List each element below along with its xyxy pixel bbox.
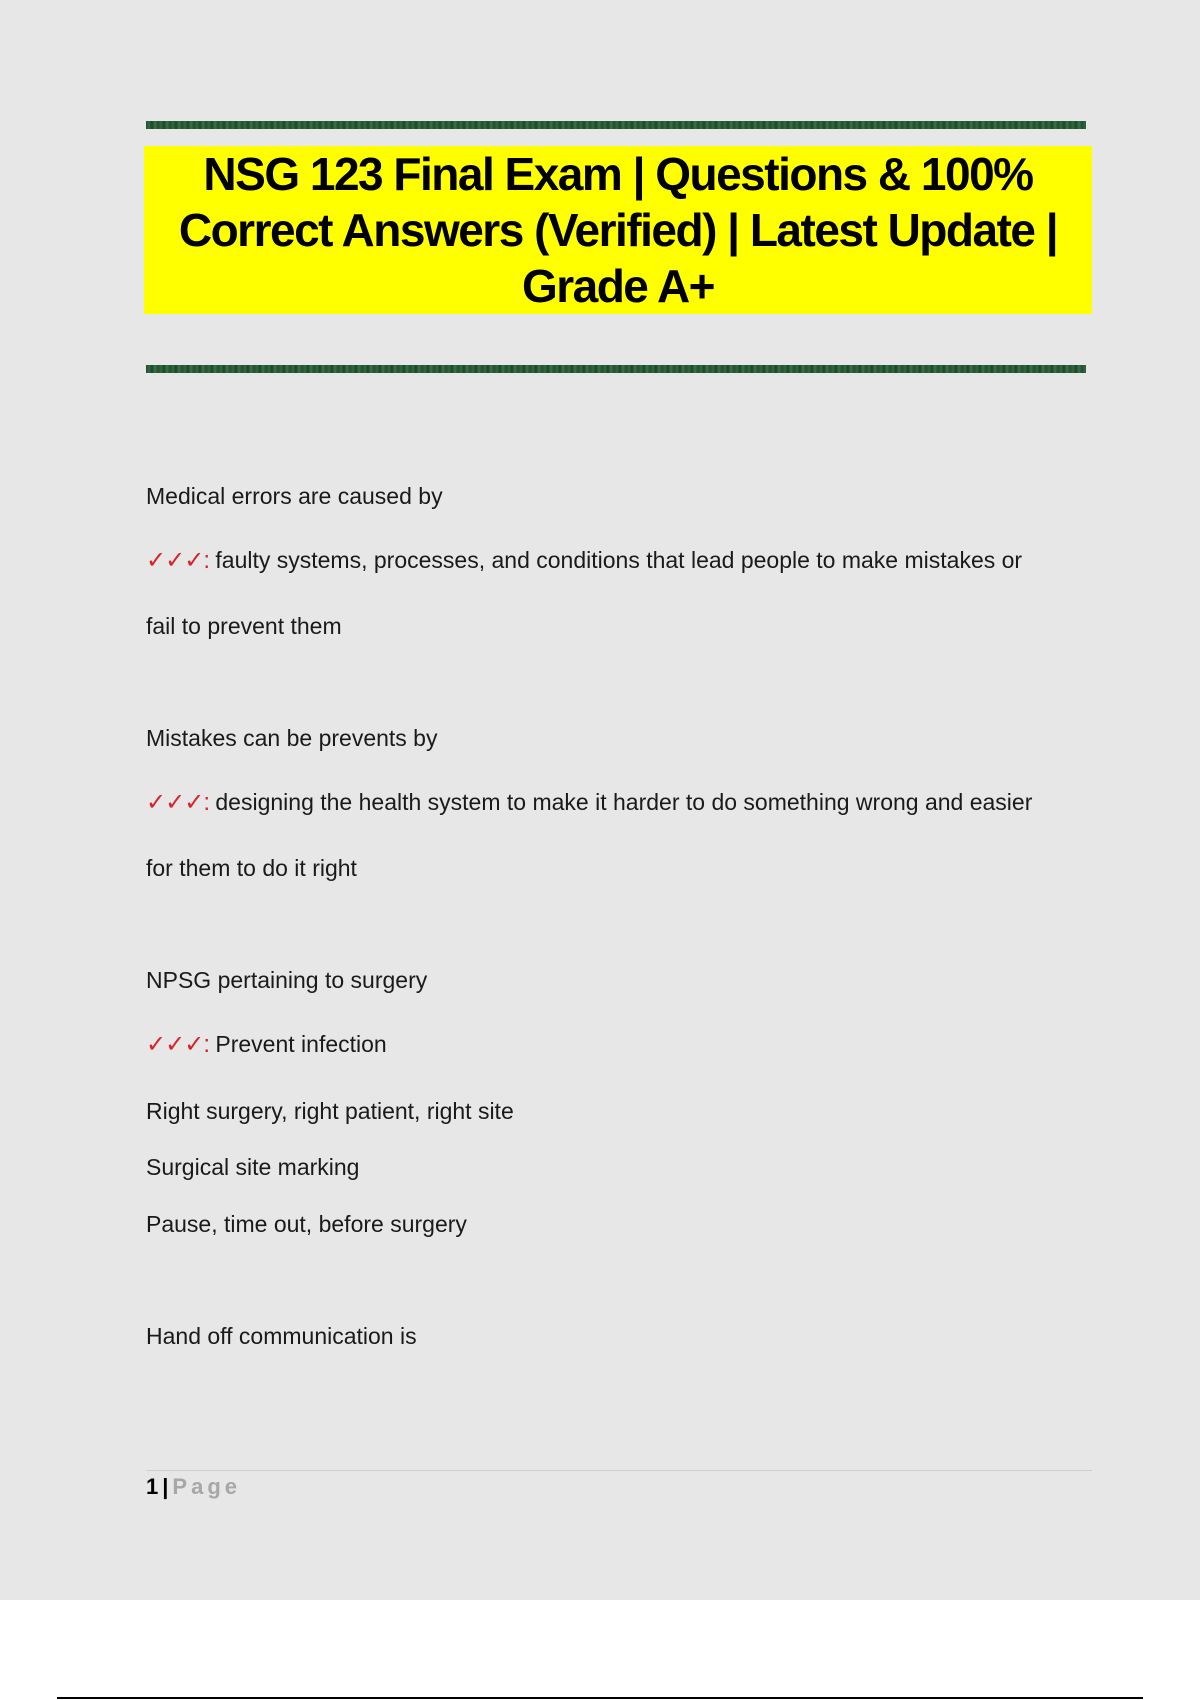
answer-line: [146, 788, 1032, 817]
answer-text: Prevent infection: [215, 1031, 387, 1057]
question-text: NPSG pertaining to surgery: [146, 967, 428, 993]
page-number: 1: [146, 1474, 159, 1499]
document-title: NSG 123 Final Exam | Questions & 100% Correct Answers (Verified) | Latest Update | Grade A+: [178, 148, 1058, 312]
question-text: Mistakes can be prevents by: [146, 725, 438, 751]
checkmarks-icon: ✓✓✓:: [146, 1031, 209, 1058]
footer-divider: [146, 1470, 1092, 1471]
title-highlight-box: [144, 146, 1092, 314]
answer-line: [146, 546, 1022, 575]
page-label: Page: [172, 1474, 241, 1499]
bottom-decorative-rule: [146, 365, 1086, 373]
answer-continuation: for them to do it right: [146, 855, 357, 881]
answer-continuation: fail to prevent them: [146, 613, 342, 639]
question-text: Medical errors are caused by: [146, 483, 443, 509]
top-decorative-rule: [146, 121, 1086, 129]
page-footer: [146, 1474, 241, 1500]
checkmarks-icon: ✓✓✓:: [146, 547, 209, 574]
page-separator: |: [162, 1474, 169, 1499]
answer-continuation: Pause, time out, before surgery: [146, 1211, 467, 1237]
next-page-edge: [57, 1697, 1143, 1699]
answer-line: [146, 1030, 387, 1059]
question-text: Hand off communication is: [146, 1323, 417, 1349]
answer-text: faulty systems, processes, and conditions that lead people to make mistakes or: [215, 547, 1023, 573]
answer-continuation: Surgical site marking: [146, 1154, 360, 1180]
answer-continuation: Right surgery, right patient, right site: [146, 1098, 514, 1124]
checkmarks-icon: ✓✓✓:: [146, 789, 209, 816]
answer-text: designing the health system to make it harder to do something wrong and easier: [215, 789, 1033, 815]
